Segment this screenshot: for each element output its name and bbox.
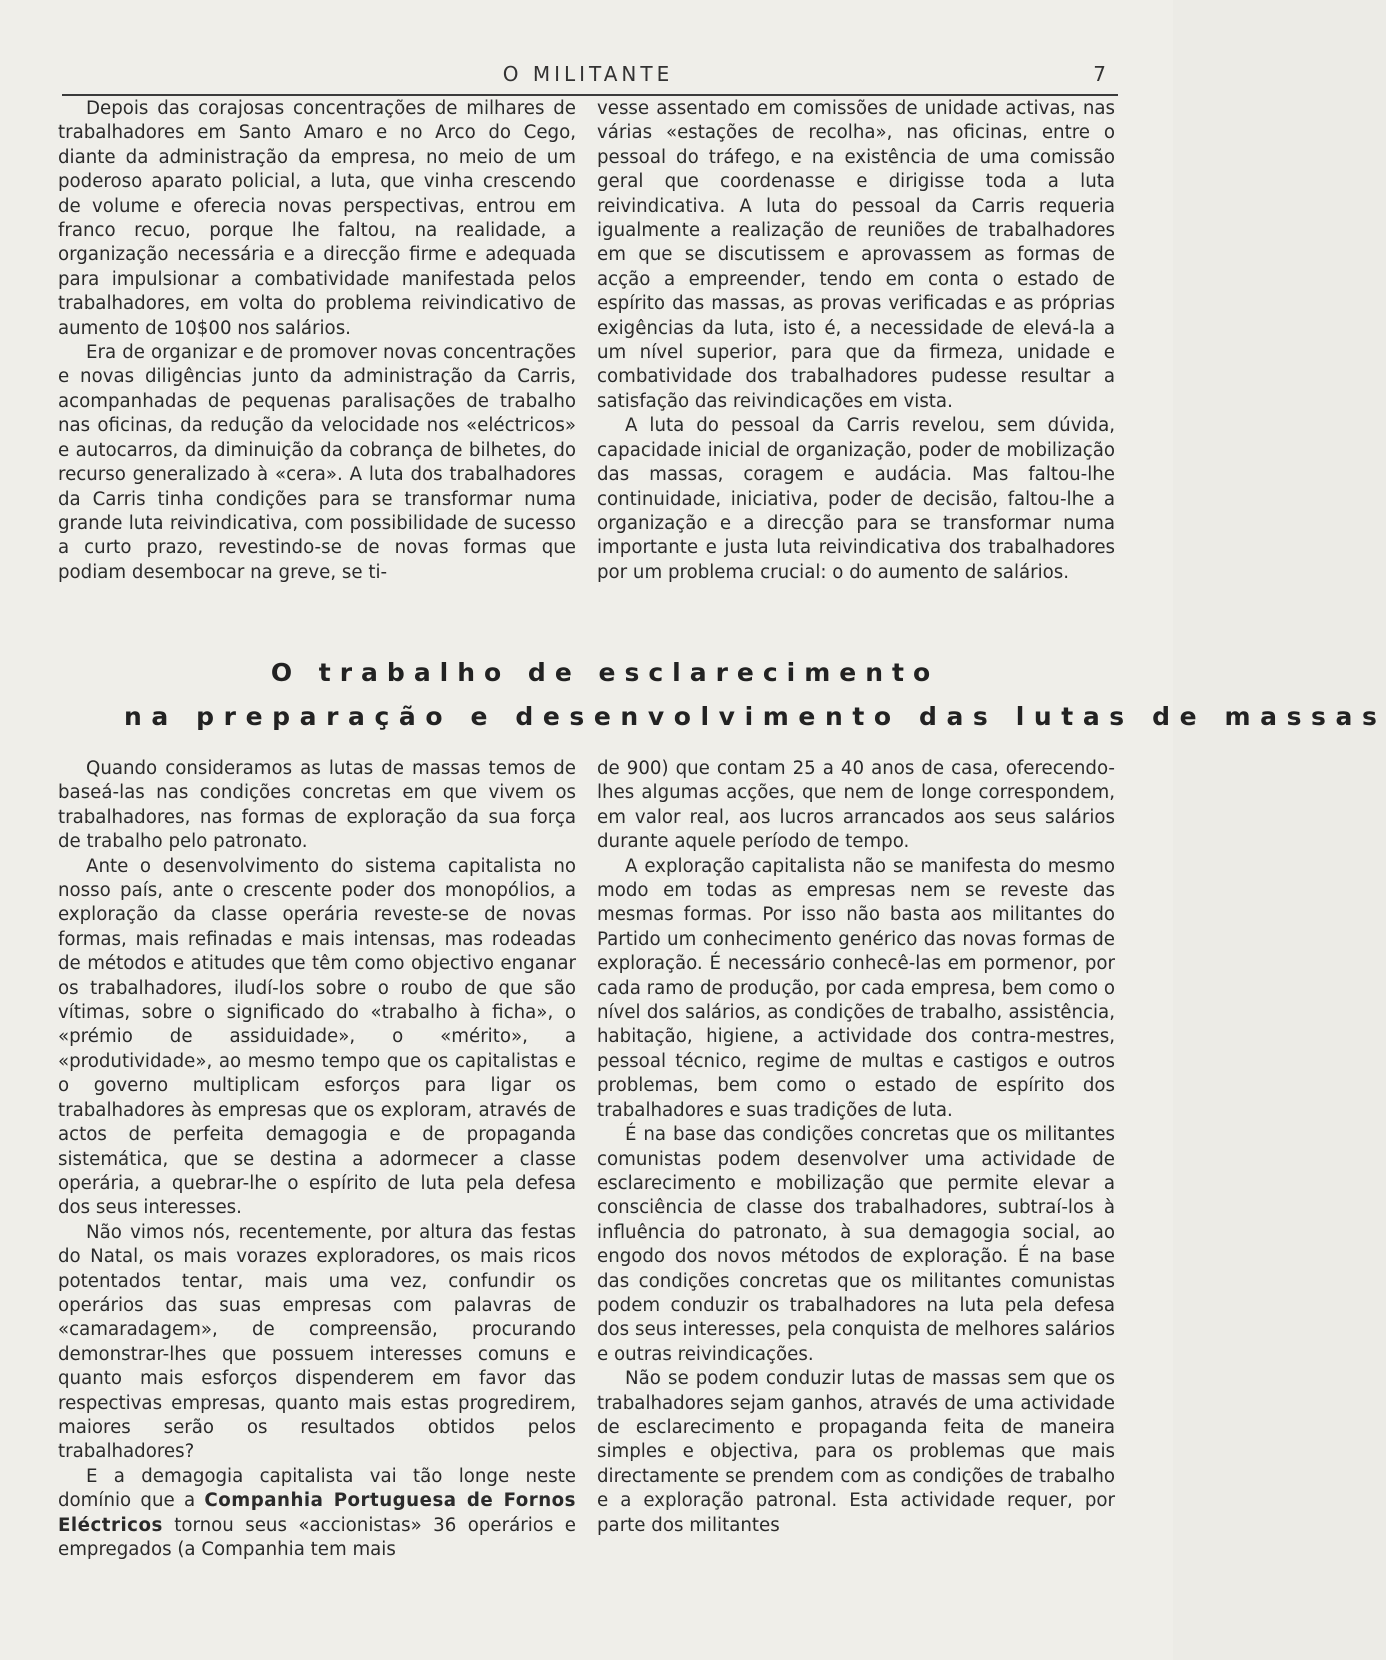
headline-line-2: na preparação e desenvolvimento das lutas de massas: [124, 702, 1386, 731]
paragraph: É na base das condições concretas que os militantes comunistas podem desenvolver uma actividade de esclarecimento e mobilização que permite elevar a consciência de classe dos trabalhadores, subtraí-los à influência do patronato, à sua demagogia social, ao engodo dos novos métodos de exploração. É na base das condições concretas que os militantes comunistas podem conduzir os trabalhadores na luta pela defesa dos seus interesses, pela conquista de melhores salários e outras reivindicações.: [597, 1124, 1115, 1365]
paragraph: Não vimos nós, recentemente, por altura das festas do Natal, os mais vorazes exploradores, os mais ricos potentados tentar, mais uma vez, confundir os operários das suas empresas com palavras de «camaradagem», de compreensão, procurando demonstrar-lhes que possuem interesses comuns e quanto mais esforços dispenderem em favor das respectivas empresas, quanto mais estas progredirem, maiores serão os resultados obtidos pelos trabalhadores?: [58, 1221, 576, 1463]
article-1-left-column: [58, 97, 576, 585]
paragraph-text: E a demagogia capitalista vai tão longe neste domínio que a: [58, 1465, 576, 1512]
paragraph: A exploração capitalista não se manifesta do mesmo modo em todas as empresas nem se reveste das mesmas formas. Por isso não basta aos militantes do Partido um conhecimento genérico das novas formas de exploração. É necessário conhecê-las em pormenor, por cada ramo de produção, por cada empresa, bem como o nível dos salários, as condições de trabalho, assistência, habitação, higiene, a actividade dos contra-mestres, pessoal técnico, regime de multas e castigos e outros problemas, bem como o estado de espírito dos trabalhadores e suas tradições de luta.: [597, 855, 1115, 1121]
paragraph: Depois das corajosas concentrações de milhares de trabalhadores em Santo Amaro e no Arco do Cego, diante da administração da empresa, no meio de um poderoso aparato policial, a luta, que vinha crescendo de volume e oferecia novas perspectivas, entrou em franco recuo, porque lhe faltou, na realidade, a organização necessária e a direcção firme e adequada para impulsionar a combatividade manifestada pelos trabalhadores, em volta do problema reivindicativo de aumento de 10$00 nos salários.: [58, 98, 576, 339]
article-1-right-column: [597, 97, 1115, 585]
company-name: Companhia Portuguesa de Fornos Eléctricos: [58, 1490, 576, 1536]
article-2-left-column: [58, 757, 576, 1562]
paragraph: Era de organizar e de promover novas concentrações e novas diligências junto da administração da Carris, acompanhadas de pequenas paralisações de trabalho nas oficinas, da redução da velocidade nos «eléctricos» e autocarros, da diminuição da cobrança de bilhetes, do recurso generalizado à «cera». A luta dos trabalhadores da Carris tinha condições para se transformar numa grande luta reivindicativa, com possibilidade de sucesso a curto prazo, revestindo-se de novas formas que podiam desembocar na greve, se ti-: [58, 342, 576, 583]
article-2-right-column: [597, 757, 1115, 1538]
paragraph: Não se podem conduzir lutas de massas sem que os trabalhadores sejam ganhos, através de uma actividade de esclarecimento e propaganda feita de maneira simples e objectiva, para os problemas que mais directamente se prendem com as condições de trabalho e a exploração patronal. Esta actividade requer, por parte dos militantes: [597, 1368, 1115, 1536]
headline-line-1: O trabalho de esclarecimento: [270, 658, 940, 687]
header-rule: [62, 94, 1118, 96]
page-number: 7: [1093, 62, 1106, 86]
running-head: [58, 62, 1118, 96]
masthead-title: O MILITANTE: [502, 62, 674, 86]
paragraph: [58, 1465, 576, 1563]
paragraph: de 900) que contam 25 a 40 anos de casa, oferecendo-lhes algumas acções, que nem de longe correspondem, em valor real, aos lucros arrancados aos seus salários durante aquele período de tempo.: [597, 758, 1115, 853]
paragraph: vesse assentado em comissões de unidade activas, nas várias «estações de recolha», nas oficinas, entre o pessoal do tráfego, e na existência de uma comissão geral que coordenasse e dirigisse toda a luta reivindicativa. A luta do pessoal da Carris requeria igualmente a realização de reuniões de trabalhadores em que se discutissem e aprovassem as formas de acção a empreender, tendo em conta o estado de espírito das massas, as provas verificadas e as próprias exigências da luta, isto é, a necessidade de elevá-la a um nível superior, para que da firmeza, unidade e combatividade dos trabalhadores pudesse resultar a satisfação das reivindicações em vista.: [597, 98, 1115, 412]
paragraph: A luta do pessoal da Carris revelou, sem dúvida, capacidade inicial de organização, poder de mobilização das massas, coragem e audácia. Mas faltou-lhe continuidade, iniciativa, poder de decisão, faltou-lhe a organização e a direcção para se transformar numa importante e justa luta reivindicativa dos trabalhadores por um problema crucial: o do aumento de salários.: [597, 415, 1115, 583]
paragraph: Ante o desenvolvimento do sistema capitalista no nosso país, ante o crescente poder dos monopólios, a exploração da classe operária reveste-se de novas formas, mais refinadas e mais intensas, mas rodeadas de métodos e atitudes que têm como objectivo enganar os trabalhadores, iludí-los sobre o roubo de que são vítimas, sobre o significado do «trabalho à ficha», o «prémio de assiduidade», o «mérito», a «produtividade», ao mesmo tempo que os capitalistas e o governo multiplicam esforços para ligar os trabalhadores às empresas que os exploram, através de actos de perfeita demagogia e de propaganda sistemática, que se destina a adormecer a classe operária, a quebrar-lhe o espírito de luta pela defesa dos seus interesses.: [58, 855, 576, 1219]
paragraph-text: tornou seus «accionistas» 36 operários e empregados (a Companhia tem mais: [58, 1514, 576, 1560]
paragraph: Quando consideramos as lutas de massas temos de baseá-las nas condições concretas em que vivem os trabalhadores, nas formas de exploração da sua força de trabalho pelo patronato.: [58, 758, 576, 853]
